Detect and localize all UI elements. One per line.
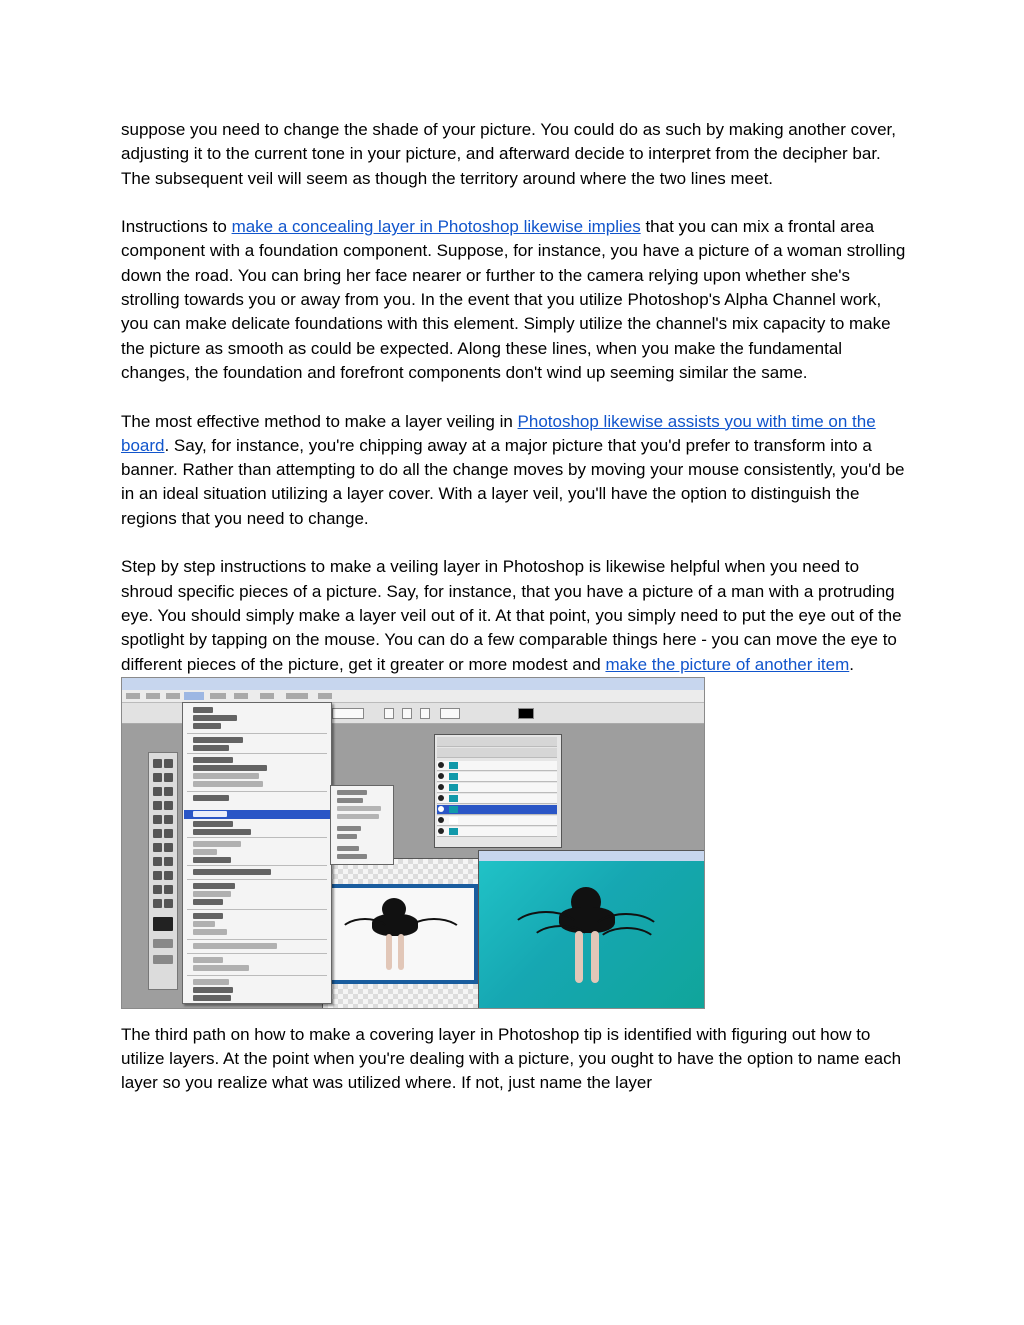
paragraph-2 [121, 215, 911, 385]
paragraph-4-end: . [849, 654, 854, 674]
ps-document-teal [478, 850, 705, 1009]
ps-layer-menu [182, 702, 332, 1004]
paragraph-3-lead: The most effective method to make a layer veiling in [121, 411, 518, 431]
paragraph-5-text: The third path on how to make a covering layer in Photoshop tip is identified with figuring out how to utilize layers. At the point when you're dealing with a picture, you ought to have the option to name each layer so you realize what was utilized where. If not, just name the layer [121, 1024, 902, 1093]
link-another-item[interactable]: make the picture of another item [605, 654, 850, 674]
document-body [121, 118, 911, 1096]
paragraph-2-rest: that you can mix a frontal area component with a foundation component. Suppose, for instance, you have a picture of a woman strolling down the road. You can bring her face nearer or further to the camera relying upon whether she's strolling towards you or away from you. In the event that you utilize Photoshop's Alpha Channel work, you can make delicate foundations with this element. Simply utilize the channel's mix capacity to make the picture as smooth as could be expected. Along these lines, when you make the fundamental changes, the foundation and forefront components don't wind up seeming similar the same. [121, 217, 906, 382]
ps-document-masked [328, 884, 478, 984]
paragraph-1 [121, 118, 911, 191]
paragraph-4 [121, 555, 911, 676]
ps-layer-mask-submenu [330, 785, 394, 865]
paragraph-2-lead: Instructions to [121, 217, 232, 237]
link-concealing-layer[interactable]: make a concealing layer in Photoshop likewise implies [231, 217, 641, 237]
paragraph-3-rest: . Say, for instance, you're chipping away at a major picture that you'd prefer to transform into a banner. Rather than attempting to do all the change moves by moving your mouse consistently, you'd be in an ideal situation utilizing a layer cover. With a layer veil, you'll have the option to distinguish the regions that you need to change. [121, 435, 905, 528]
link-time-on-board[interactable]: Photoshop likewise assists you with time on the board [121, 411, 876, 455]
paragraph-1-text: suppose you need to change the shade of your picture. You could do as such by making another cover, adjusting it to the current tone in your picture, and afterward decide to interpret from the decipher bar. The subsequent veil will seem as though the territory around where the two lines meet. [121, 120, 896, 188]
ps-layers-panel [434, 734, 562, 848]
paragraph-4-lead: Step by step instructions to make a veiling layer in Photoshop is likewise helpful when you need to shroud specific pieces of a picture. Say, for instance, that you have a picture of a man with a protruding eye. You should simply make a layer veil out of it. At that point, you simply need to put the eye out of the spotlight by tapping on the mouse. You can do a few comparable things here - you can move the eye to different pieces of the picture, get it greater or more modest and [121, 557, 902, 674]
paragraph-3 [121, 410, 911, 531]
paragraph-5 [121, 1023, 911, 1096]
ps-title-bar [122, 678, 704, 690]
photoshop-screenshot-image [121, 677, 705, 1009]
ps-toolbox [148, 752, 178, 990]
